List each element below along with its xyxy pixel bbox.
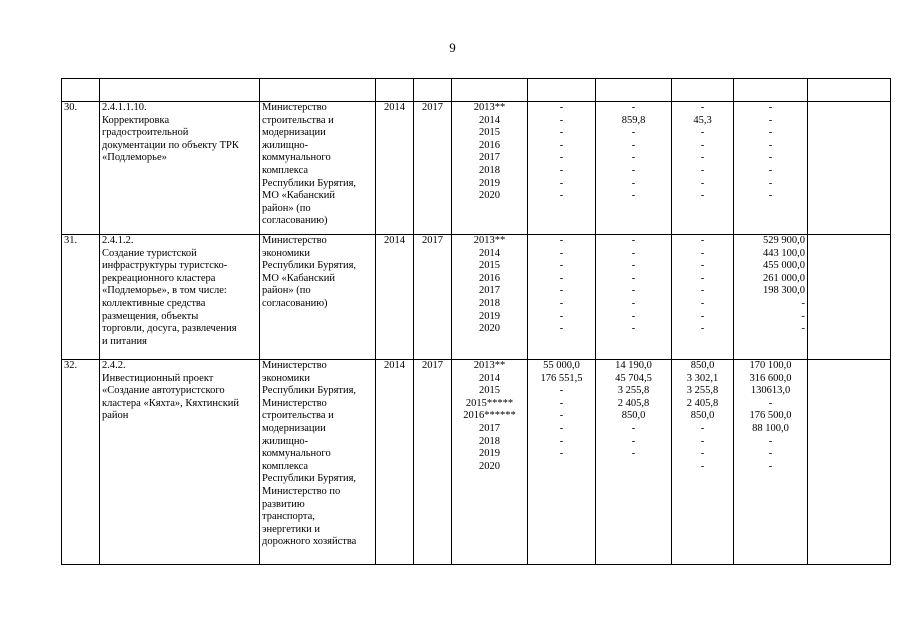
cell-line: - (631, 139, 636, 151)
cell-line: 2 405,8 (686, 397, 719, 409)
cell-line: 45,3 (693, 114, 712, 126)
cell-line: и питания (102, 335, 147, 347)
cell-line: - (700, 139, 705, 151)
cell-line: - (559, 397, 564, 409)
cell-line: коммунального (262, 152, 331, 164)
cell-line: - (700, 285, 705, 297)
cell-line: развитию (262, 498, 305, 510)
cell-line: - (559, 114, 564, 126)
cell-line: - (559, 152, 564, 164)
cell-line: 88 100,0 (752, 422, 789, 434)
cell-line: - (700, 323, 705, 335)
cell-line: 2017 (479, 152, 500, 164)
cell-line: Министерство (262, 235, 327, 246)
cell-line: - (700, 448, 705, 460)
executor (260, 235, 376, 360)
cell-line: - (700, 422, 705, 434)
header-cell (414, 79, 452, 102)
cell-line: - (559, 164, 564, 176)
funding-col-4 (734, 360, 808, 565)
header-cell (260, 79, 376, 102)
end-year: 2017 (414, 360, 452, 565)
page-number: 9 (449, 40, 456, 55)
cell-line: - (559, 297, 564, 309)
table-row (62, 235, 891, 360)
cell-line: коллективные средства (102, 297, 206, 309)
cell-line: строительства и (262, 114, 334, 126)
cell-line: район» (по (262, 202, 311, 214)
cell-line: градостроительной (102, 127, 189, 139)
cell-line: жилищно- (262, 435, 309, 447)
funding-col-1 (528, 102, 596, 235)
cell-line: Министерство (262, 102, 327, 113)
cell-line: модернизации (262, 127, 326, 139)
executor (260, 360, 376, 565)
cell-line: модернизации (262, 422, 326, 434)
cell-line: - (631, 448, 636, 460)
cell-line: - (631, 247, 636, 259)
cell-line: 170 100,0 (749, 360, 792, 371)
cell-line: 2 405,8 (617, 397, 650, 409)
cell-line: 3 255,8 (686, 385, 719, 397)
cell-line: 529 900,0 (763, 235, 805, 246)
cell-line: - (801, 297, 805, 309)
cell-line: - (768, 102, 773, 113)
cell-line: транспорта, (262, 511, 315, 523)
cell-line: - (559, 260, 564, 272)
funding-col-2 (596, 235, 672, 360)
cell-line: 2.4.1.1.10. (102, 102, 147, 113)
cell-line: - (700, 460, 705, 472)
cell-line: 455 000,0 (763, 260, 805, 272)
cell-line: 2013** (473, 102, 506, 113)
measure-title (100, 102, 260, 235)
funding-col-3 (672, 235, 734, 360)
header-cell (808, 79, 891, 102)
years-list (452, 102, 528, 235)
cell-line: - (631, 152, 636, 164)
cell-line: - (700, 235, 705, 246)
cell-line: Министерство по (262, 485, 341, 497)
cell-line: 14 190,0 (615, 360, 652, 371)
cell-line: 2015 (479, 385, 500, 397)
cell-line: - (559, 139, 564, 151)
cell-line: 2016****** (463, 410, 516, 422)
cell-line: размещения, объекты (102, 310, 199, 322)
cell-line: комплекса (262, 164, 309, 176)
cell-line: 2015***** (465, 397, 514, 409)
cell-line: - (700, 435, 705, 447)
cell-line: - (768, 460, 773, 472)
cell-line: - (631, 435, 636, 447)
cell-line: - (631, 102, 636, 113)
cell-line: 3 302,1 (686, 372, 719, 384)
cell-line: - (700, 102, 705, 113)
cell-line: 176 551,5 (540, 372, 583, 384)
cell-line: инфраструктуры туристско- (102, 260, 228, 272)
cell-line: - (631, 260, 636, 272)
cell-line: 198 300,0 (763, 285, 805, 297)
funding-col-4 (734, 235, 808, 360)
cell-line: - (700, 164, 705, 176)
cell-line: - (631, 422, 636, 434)
cell-line: «Создание автотуристского (102, 385, 225, 397)
cell-line: - (700, 310, 705, 322)
cell-line: - (559, 247, 564, 259)
cell-line: район (102, 410, 129, 422)
cell-line: 2019 (479, 177, 500, 189)
cell-line: - (631, 323, 636, 335)
cell-line: - (559, 323, 564, 335)
cell-line: 2020 (479, 190, 500, 202)
cell-line: Республики Бурятия, (262, 385, 357, 397)
cell-line: - (559, 235, 564, 246)
cell-line: - (700, 272, 705, 284)
budget-table (61, 78, 891, 565)
cell-line: 2013** (473, 360, 506, 371)
cell-line: 2017 (479, 285, 500, 297)
cell-line: 2018 (479, 435, 500, 447)
start-year: 2014 (376, 235, 414, 360)
cell-line: 850,0 (690, 410, 715, 422)
funding-col-4 (734, 102, 808, 235)
cell-line: 55 000,0 (543, 360, 580, 371)
funding-col-2 (596, 102, 672, 235)
cell-line: - (700, 247, 705, 259)
cell-line: документации по объекту ТРК (102, 139, 239, 151)
cell-line: - (559, 435, 564, 447)
cell-line: жилищно- (262, 139, 309, 151)
cell-line: торговли, досуга, развлечения (102, 323, 237, 335)
funding-col-3 (672, 360, 734, 565)
cell-line: 2014 (479, 114, 500, 126)
executor (260, 102, 376, 235)
cell-line: - (801, 323, 805, 335)
cell-line: экономики (262, 247, 310, 259)
cell-line: МО «Кабанский (262, 272, 335, 284)
cell-line: 2017 (479, 422, 500, 434)
row-number: 30. (62, 102, 100, 235)
cell-line: энергетики и (262, 523, 321, 535)
cell-line: МО «Кабанский (262, 190, 335, 202)
cell-line: 2014 (479, 247, 500, 259)
cell-line: - (768, 114, 773, 126)
cell-line: - (768, 397, 773, 409)
cell-line: - (631, 127, 636, 139)
cell-line: - (631, 272, 636, 284)
cell-line: Инвестиционный проект (102, 372, 214, 384)
funding-col-1 (528, 360, 596, 565)
cell-line: - (559, 410, 564, 422)
header-cell (62, 79, 100, 102)
cell-line: 2020 (479, 460, 500, 472)
measure-title (100, 360, 260, 565)
table-row (62, 102, 891, 235)
cell-line: - (768, 127, 773, 139)
cell-line: 2015 (479, 127, 500, 139)
header-cell (734, 79, 808, 102)
empty-cell (808, 102, 891, 235)
cell-line: - (559, 385, 564, 397)
cell-line: комплекса (262, 460, 309, 472)
cell-line: - (559, 272, 564, 284)
header-cell (672, 79, 734, 102)
start-year: 2014 (376, 102, 414, 235)
cell-line: 261 000,0 (763, 272, 805, 284)
cell-line: Республики Бурятия, (262, 177, 357, 189)
cell-line: кластера «Кяхта», Кяхтинский (102, 397, 240, 409)
cell-line: дорожного хозяйства (262, 536, 357, 548)
header-cell (376, 79, 414, 102)
cell-line: - (768, 448, 773, 460)
cell-line: - (700, 297, 705, 309)
start-year: 2014 (376, 360, 414, 565)
cell-line: - (631, 190, 636, 202)
cell-line: 45 704,5 (615, 372, 652, 384)
cell-line: 316 600,0 (749, 372, 792, 384)
cell-line: 130613,0 (750, 385, 791, 397)
cell-line: экономики (262, 372, 310, 384)
cell-line: 176 500,0 (749, 410, 792, 422)
row-number: 32. (62, 360, 100, 565)
cell-line: - (559, 448, 564, 460)
cell-line: - (631, 297, 636, 309)
cell-line: 2019 (479, 448, 500, 460)
cell-line: Корректировка (102, 114, 170, 126)
empty-cell (808, 235, 891, 360)
cell-line: - (768, 139, 773, 151)
years-list (452, 360, 528, 565)
cell-line: район» (по (262, 285, 311, 297)
years-list (452, 235, 528, 360)
header-cell (528, 79, 596, 102)
cell-line: 2013** (473, 235, 506, 246)
cell-line: 443 100,0 (763, 247, 805, 259)
cell-line: 2016 (479, 272, 500, 284)
table-row (62, 360, 891, 565)
empty-cell (808, 360, 891, 565)
cell-line: - (768, 177, 773, 189)
cell-line: Республики Бурятия, (262, 473, 357, 485)
cell-line: - (631, 235, 636, 246)
cell-line: 2018 (479, 164, 500, 176)
cell-line: 2.4.1.2. (102, 235, 134, 246)
header-cell (100, 79, 260, 102)
cell-line: 2014 (479, 372, 500, 384)
cell-line: - (631, 285, 636, 297)
cell-line: «Подлеморье», в том числе: (102, 285, 227, 297)
cell-line: согласованию) (262, 297, 328, 309)
cell-line: - (559, 177, 564, 189)
header-cell (452, 79, 528, 102)
cell-line: - (768, 190, 773, 202)
table-header-row (62, 79, 891, 102)
row-number: 31. (62, 235, 100, 360)
cell-line: 2016 (479, 139, 500, 151)
cell-line: 2015 (479, 260, 500, 272)
funding-col-2 (596, 360, 672, 565)
cell-line: - (768, 152, 773, 164)
cell-line: Министерство (262, 360, 327, 371)
cell-line: - (559, 190, 564, 202)
cell-line: - (700, 152, 705, 164)
cell-line: - (631, 310, 636, 322)
cell-line: - (768, 164, 773, 176)
cell-line: Министерство (262, 397, 327, 409)
cell-line: 3 255,8 (617, 385, 650, 397)
end-year: 2017 (414, 102, 452, 235)
cell-line: - (631, 177, 636, 189)
cell-line: - (559, 285, 564, 297)
cell-line: 2.4.2. (102, 360, 126, 371)
cell-line: 859,8 (621, 114, 646, 126)
cell-line: 850,0 (690, 360, 715, 371)
cell-line: 2018 (479, 297, 500, 309)
cell-line: - (559, 127, 564, 139)
cell-line: - (559, 102, 564, 113)
cell-line: - (631, 164, 636, 176)
end-year: 2017 (414, 235, 452, 360)
header-cell (596, 79, 672, 102)
cell-line: рекреационного кластера (102, 272, 216, 284)
cell-line: Республики Бурятия, (262, 260, 357, 272)
cell-line: - (768, 435, 773, 447)
cell-line: - (700, 190, 705, 202)
cell-line: 2019 (479, 310, 500, 322)
cell-line: 850,0 (621, 410, 646, 422)
cell-line: - (559, 422, 564, 434)
cell-line: согласованию) (262, 215, 328, 227)
cell-line: - (700, 177, 705, 189)
funding-col-3 (672, 102, 734, 235)
cell-line: 2020 (479, 323, 500, 335)
cell-line: - (559, 310, 564, 322)
cell-line: строительства и (262, 410, 334, 422)
cell-line: - (801, 310, 805, 322)
cell-line: «Подлеморье» (102, 152, 167, 164)
cell-line: Создание туристской (102, 247, 197, 259)
cell-line: коммунального (262, 448, 331, 460)
measure-title (100, 235, 260, 360)
cell-line: - (700, 127, 705, 139)
funding-col-1 (528, 235, 596, 360)
cell-line: - (700, 260, 705, 272)
